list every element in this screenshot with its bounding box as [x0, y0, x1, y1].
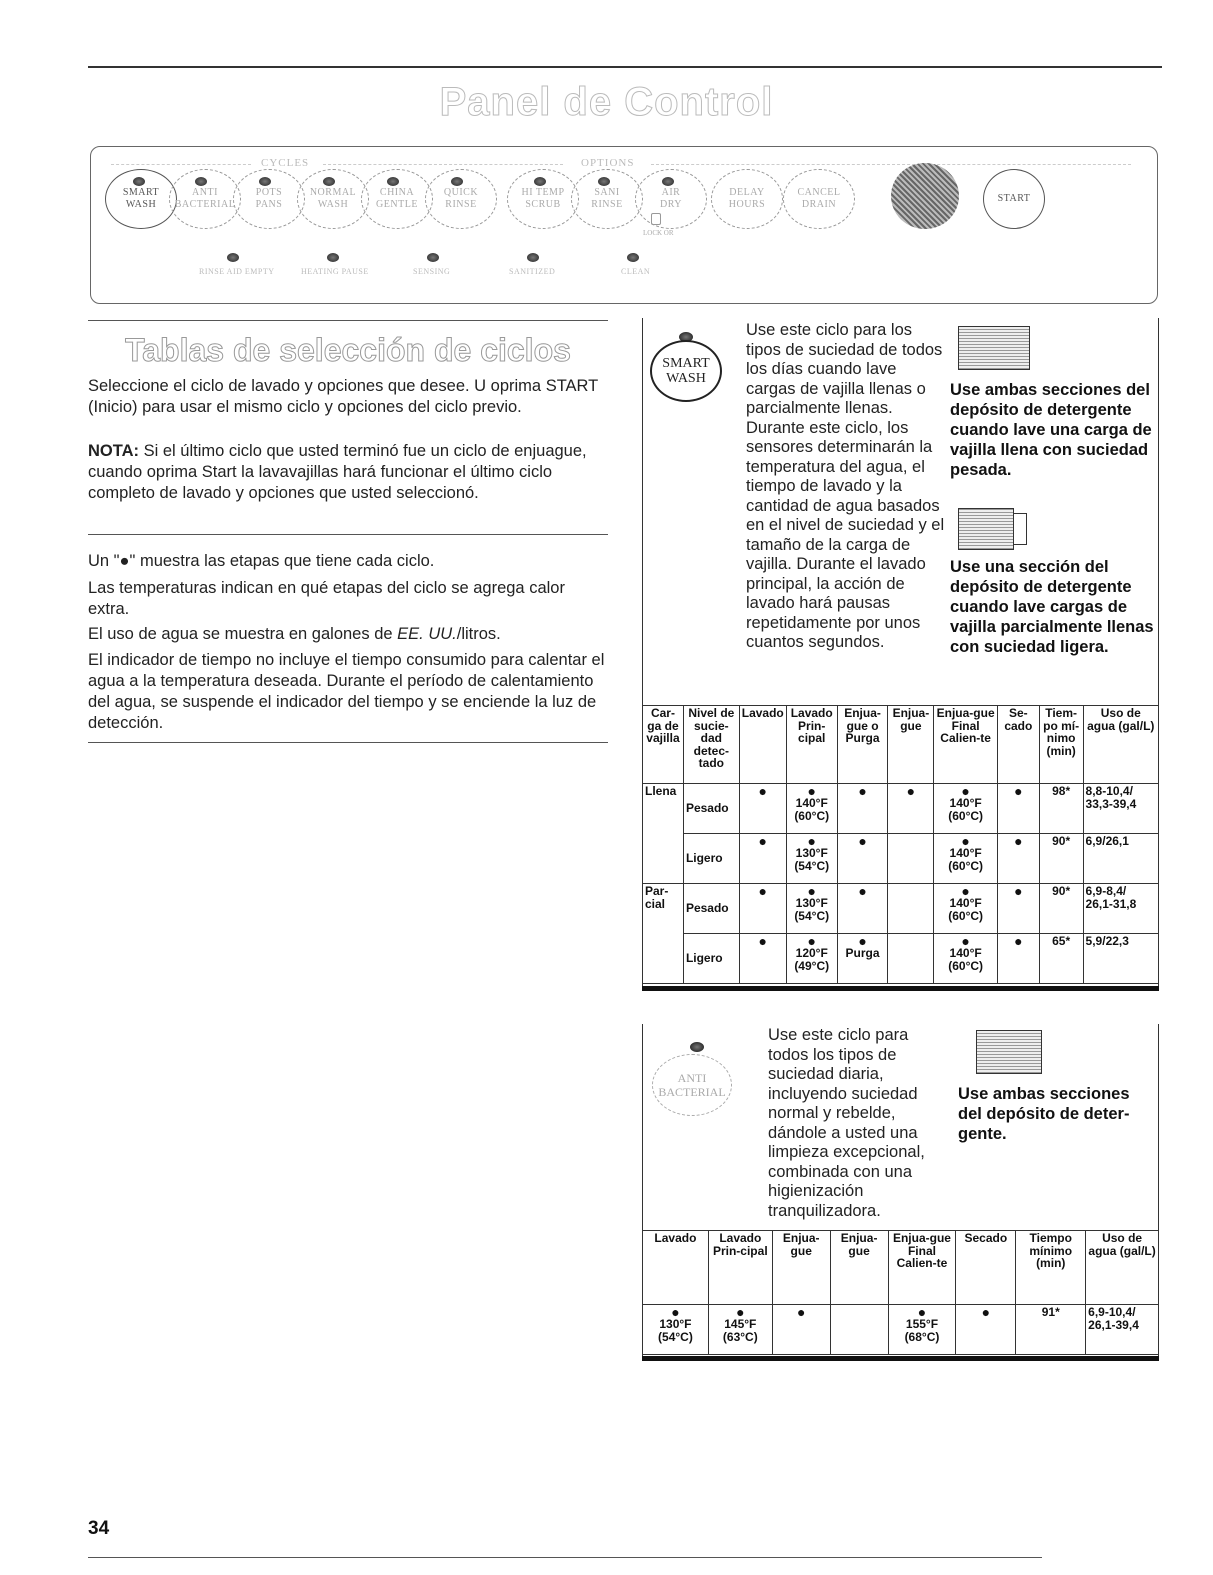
option-button-air-dry: AIR DRY: [635, 169, 707, 229]
intro-paragraph: Seleccione el ciclo de lavado y opciones que desee. U oprima START (Inicio) para usar el mismo ciclo y opciones del ciclo previo.: [88, 377, 598, 416]
top-rule: [88, 66, 1162, 68]
option-button-cancel-drain: CANCEL DRAIN: [783, 169, 855, 229]
table-row: Ligero ● ● 130°F (54°C) ● ● 140°F (60°C) ● 90* 6,9/26,1: [643, 834, 1159, 884]
table-row: ● 130°F (54°C) ● 145°F (63°C) ● ● 155°F (68°C) ● 91* 6,9-10,4/ 26,1-39,4: [643, 1305, 1159, 1355]
indicator-clean: CLEAN: [621, 267, 651, 276]
table-bottom-bar: [642, 986, 1159, 991]
anti-bacterial-button-icon: ANTI BACTERIAL: [652, 1054, 732, 1116]
start-button: START: [983, 169, 1045, 229]
col-header: Secado: [956, 1231, 1016, 1305]
table-bottom-bar: [642, 1356, 1159, 1361]
col-header: Lavado: [643, 1231, 709, 1305]
option-button-delay-hours: DELAY HOURS: [711, 169, 783, 229]
page-number: 34: [88, 1518, 110, 1539]
col-header: Enjua-gue: [830, 1231, 888, 1305]
bullet-paragraph: Un "●" muestra las etapas que tiene cada ciclo.: [88, 552, 435, 570]
lock-icon: [651, 213, 661, 225]
anti-detergent-text: Use ambas secciones del depósito de deter-gente.: [958, 1085, 1130, 1143]
anti-bacterial-table: [642, 1230, 1159, 1355]
cycle-button-quick-rinse: QUICK RINSE: [425, 169, 497, 229]
table-header-row: [643, 1231, 1159, 1305]
col-header: Tiempo mínimo (min): [1016, 1231, 1086, 1305]
table-header-row: [643, 706, 1159, 784]
options-label: OPTIONS: [581, 157, 635, 169]
cycle-button-normal-wash: NORMAL WASH: [297, 169, 369, 229]
indicator-heating-pause: HEATING PAUSE: [301, 267, 369, 276]
detergent-full-icon: [976, 1030, 1042, 1074]
divider: [88, 742, 608, 743]
col-header: Nivel de sucie-dad detec-tado: [683, 706, 739, 784]
col-header: Tiem-po mí-nimo (min): [1039, 706, 1083, 784]
cycle-button-pots-pans: POTS PANS: [233, 169, 305, 229]
table-row: Par-cial Pesado ● ● 130°F (54°C) ● ● 140°F (60°C) ● 90* 6,9-8,4/ 26,1-31,8: [643, 884, 1159, 934]
col-header: Enjua-gue: [772, 1231, 830, 1305]
lock-label: LOCK OR: [643, 229, 674, 237]
col-header: Enjua-gue Final Calien-te: [888, 1231, 956, 1305]
option-button-hi-temp-scrub: HI TEMP SCRUB: [507, 169, 579, 229]
anti-bacterial-description: Use este ciclo para todos los tipos de suciedad diaria, incluyendo suciedad normal y rebelde, dándole a usted una limpieza excepcional, combinada con una higienización tranquilizadora.: [768, 1026, 925, 1220]
time-paragraph: El indicador de tiempo no incluye el tiempo consumido para calentar el agua a la temperatura deseada. Durante el período de calentamiento del agua, se suspende el indicador del tiempo y se enciende la luz de detección.: [88, 651, 605, 732]
bottom-rule: [88, 1557, 1042, 1558]
smart-wash-button-icon: SMART WASH: [650, 340, 722, 402]
col-header: Se-cado: [997, 706, 1039, 784]
col-header: Lavado Prin-cipal: [708, 1231, 772, 1305]
smart-wash-table: [642, 705, 1159, 984]
detergent-full-icon: [958, 326, 1030, 370]
table-row: Llena Pesado ● ● 140°F (60°C) ● ● ● 140°F (60°C) ● 98* 8,8-10,4/ 33,3-39,4: [643, 784, 1159, 834]
control-panel-illustration: [90, 146, 1158, 304]
detergent-half-text: Use una sección del depósito de detergente cuando lave cargas de vajilla parcialmente llenas con suciedad ligera.: [950, 558, 1154, 656]
indicator-sensing: SENSING: [413, 267, 451, 276]
col-header: Lavado Prin-cipal: [786, 706, 837, 784]
cycle-button-smart-wash: SMART WASH: [105, 169, 177, 229]
indicator-rinse-aid-empty: RINSE AID EMPTY: [199, 267, 275, 276]
dial-knob-icon: [891, 163, 959, 229]
temp-paragraph: Las temperaturas indican en qué etapas del ciclo se agrega calor extra.: [88, 579, 565, 618]
page-title: Panel de Control: [439, 80, 774, 124]
note-text: Si el último ciclo que usted terminó fue un ciclo de enjuague, cuando oprima Start la lavavajillas hará funcionar el último ciclo completo de lavado y opciones que usted seleccionó.: [88, 442, 587, 502]
water-paragraph: El uso de agua se muestra en galones de EE. UU./litros.: [88, 625, 501, 643]
option-button-sani-rinse: SANI RINSE: [571, 169, 643, 229]
col-header: Enjua-gue o Purga: [837, 706, 888, 784]
divider: [88, 534, 608, 535]
detergent-full-text: Use ambas secciones del depósito de detergente cuando lave una carga de vajilla llena con suciedad pesada.: [950, 381, 1152, 479]
col-header: Lavado: [739, 706, 786, 784]
note-label: NOTA:: [88, 442, 140, 460]
col-header: Car-ga de vajilla: [643, 706, 684, 784]
col-header: Enjua-gue: [888, 706, 934, 784]
note-paragraph: [88, 441, 608, 504]
smart-wash-description: Use este ciclo para los tipos de suciedad de todos los días cuando lave cargas de vajilla llenas o parcialmente llenas. Durante este ciclo, los sensores determinarán la temperatura del agua, el tiempo de lavado y la cantidad de agua basados en el nivel de suciedad y el tamaño de la carga de vajilla. Durante el lavado principal, la acción de lavado hará pausas repetidamente por unos cuantos segundos.: [746, 321, 945, 651]
col-header: Uso de agua (gal/L): [1083, 706, 1158, 784]
col-header: Enjua-gue Final Calien-te: [934, 706, 998, 784]
col-header: Uso de agua (gal/L): [1086, 1231, 1159, 1305]
table-row: Ligero ● ● 120°F (49°C) ● Purga ● 140°F (60°C) ● 65* 5,9/22,3: [643, 934, 1159, 984]
cycle-button-anti-bacterial: ANTI BACTERIAL: [169, 169, 241, 229]
cycles-label: CYCLES: [261, 157, 310, 169]
section-heading: Tablas de selección de ciclos: [125, 332, 571, 368]
cycle-button-china-gentle: CHINA GENTLE: [361, 169, 433, 229]
indicator-sanitized: SANITIZED: [509, 267, 556, 276]
section-rule: [88, 320, 608, 321]
detergent-half-icon: [958, 508, 1014, 550]
